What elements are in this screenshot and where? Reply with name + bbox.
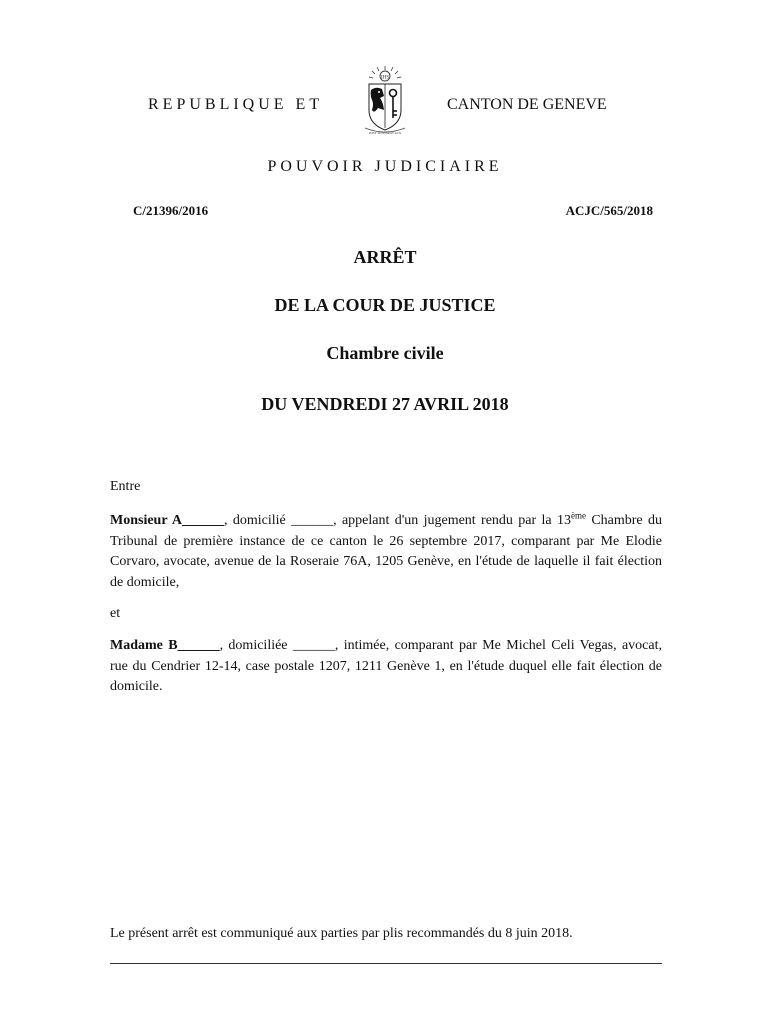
parties-intro: Entre (110, 479, 141, 494)
case-number: C/21396/2016 (133, 203, 209, 218)
geneva-coat-of-arms-icon (360, 66, 410, 136)
header-left-text: REPUBLIQUE ET (148, 96, 324, 113)
footer-divider (110, 963, 662, 964)
title-date: DU VENDREDI 27 AVRIL 2018 (261, 394, 509, 414)
respondent-name: Madame B______ (110, 638, 220, 653)
crest-motto: POST TENEBRAS LUX (368, 131, 402, 135)
title-court: DE LA COUR DE JUSTICE (274, 295, 496, 315)
appellant-text-b: Chambre du Tribunal de première instance de ce canton le 26 septembre 2017, comparant par Me Elodie Corvaro, avocate, avenue de la Roseraie 76A, 1205 Genève, en l'étude de laquelle il fait élection de domicile, (110, 513, 662, 590)
institution-subtitle: POUVOIR JUDICIAIRE (267, 158, 503, 175)
appellant-paragraph (110, 511, 662, 593)
header-right-text: CANTON DE GENEVE (447, 96, 607, 113)
appellant-ordinal-suffix: ème (570, 510, 586, 521)
appellant-text-a: , domicilié ______, appelant d'un jugement rendu par la 13 (224, 513, 571, 528)
title-arret: ARRÊT (353, 247, 417, 267)
parties-conjunction: et (110, 606, 121, 621)
appellant-name: Monsieur A______ (110, 513, 224, 528)
decision-number: ACJC/565/2018 (565, 203, 653, 218)
title-chamber: Chambre civile (326, 343, 444, 363)
communication-notice: Le présent arrêt est communiqué aux parties par plis recommandés du 8 juin 2018. (110, 926, 573, 941)
svg-text:IHS: IHS (380, 75, 390, 81)
respondent-paragraph (110, 636, 662, 698)
respondent-text: , domiciliée ______, intimée, comparant par Me Michel Celi Vegas, avocat, rue du Cendrier 12-14, case postale 1207, 1211 Genève 1, en l'étude duquel elle fait élection de domicile. (110, 638, 662, 694)
